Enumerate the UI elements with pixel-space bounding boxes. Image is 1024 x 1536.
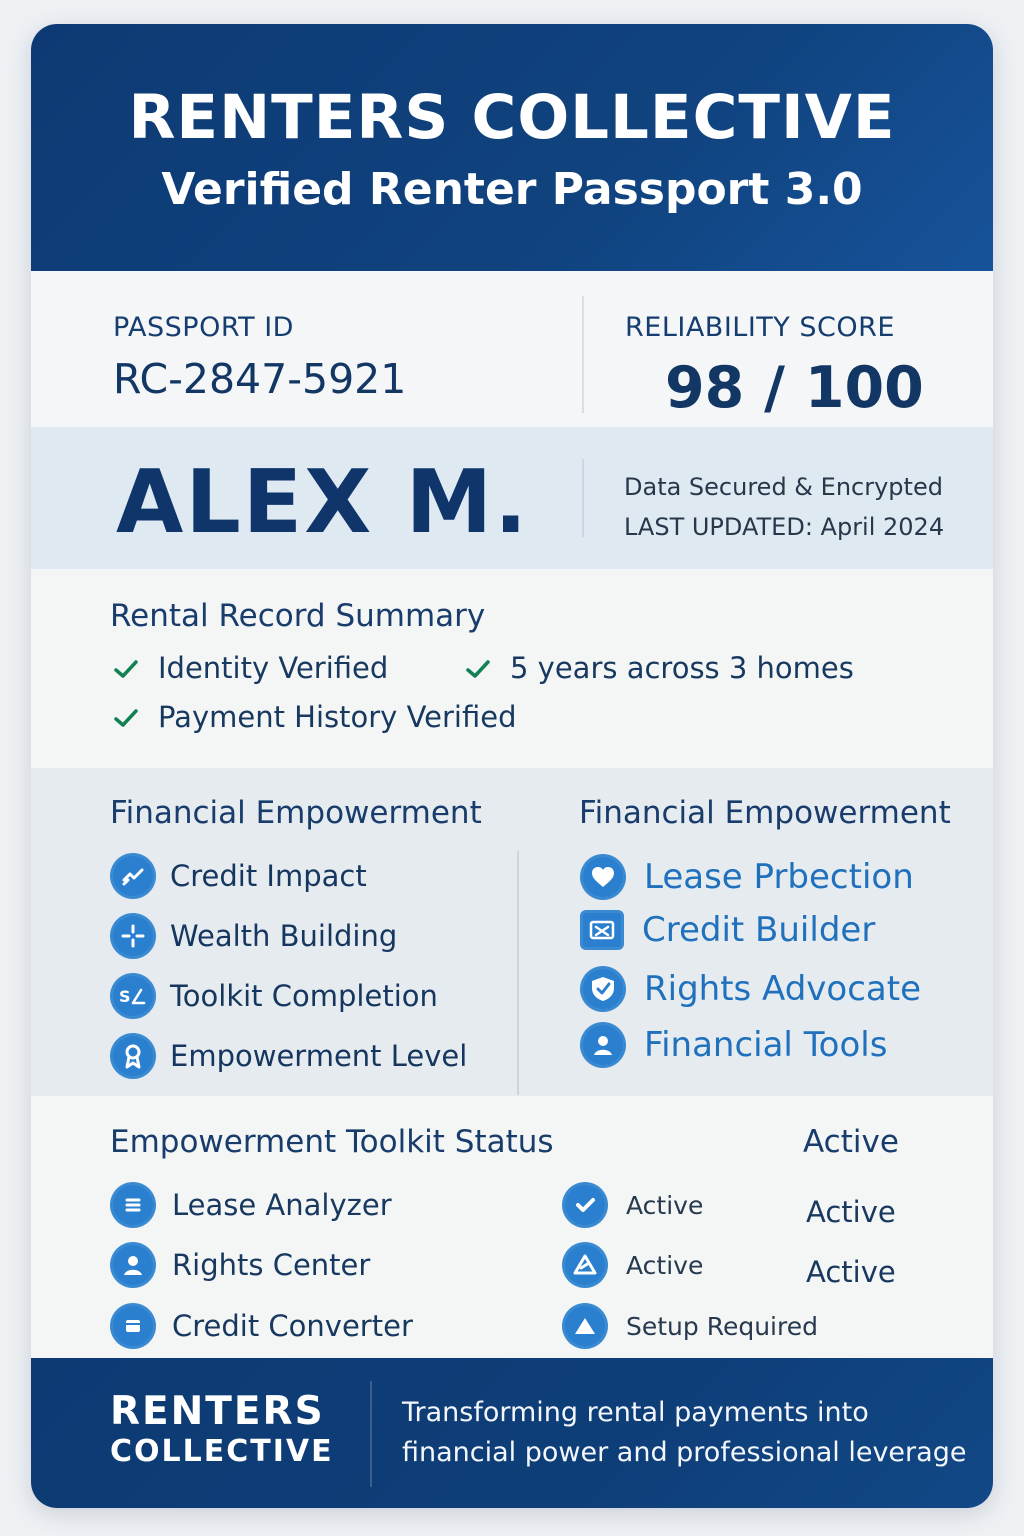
shield-check-icon — [580, 966, 626, 1012]
credit-impact-feature — [110, 853, 367, 899]
id-score-divider — [582, 296, 584, 413]
rental-summary-title: Rental Record Summary — [110, 598, 486, 634]
person-icon — [110, 1242, 156, 1288]
heart-icon — [580, 854, 626, 900]
badge-icon — [110, 1033, 156, 1079]
payment-history-item — [112, 700, 517, 734]
list-icon — [110, 1182, 156, 1228]
rental-history-item — [464, 651, 854, 685]
lease-analyzer-row — [110, 1182, 392, 1228]
rights-center-label: Rights Center — [172, 1247, 371, 1282]
check-icon — [112, 655, 140, 683]
wealth-building-feature — [110, 913, 397, 959]
empowerment-level-label: Empowerment Level — [170, 1038, 468, 1073]
financial-empowerment-title-right: Financial Empowerment — [579, 795, 951, 831]
footer-tagline-line-1: Transforming rental payments into — [402, 1397, 869, 1428]
security-status: Data Secured & Encrypted — [624, 473, 943, 501]
passport-id-section — [31, 271, 993, 427]
crosshair-icon — [110, 913, 156, 959]
credit-builder-feature — [580, 910, 875, 950]
footer — [31, 1358, 993, 1508]
rental-history-label: 5 years across 3 homes — [510, 651, 854, 685]
financial-empowerment-title-left: Financial Empowerment — [110, 795, 482, 831]
renter-name: ALEX M. — [116, 451, 530, 553]
trend-icon — [110, 853, 156, 899]
passport-id-value: RC-2847-5921 — [113, 355, 407, 403]
empowerment-level-feature — [110, 1033, 467, 1079]
toolkit-status-title: Empowerment Toolkit Status — [110, 1124, 554, 1160]
rights-advocate-feature — [580, 966, 921, 1012]
card-icon — [580, 910, 624, 950]
footer-logo-top: RENTERS — [110, 1389, 325, 1434]
credit-converter-status — [562, 1303, 818, 1349]
footer-tagline-line-2: financial power and professional leverage — [402, 1437, 967, 1468]
lease-analyzer-secondary-status: Active — [806, 1195, 896, 1229]
warning-icon — [562, 1242, 608, 1288]
footer-divider — [370, 1381, 372, 1487]
lease-analyzer-label: Lease Analyzer — [172, 1187, 392, 1222]
toolkit-status-header-active: Active — [803, 1124, 899, 1160]
lease-analyzer-status — [562, 1182, 703, 1228]
renter-passport-card — [31, 24, 993, 1508]
name-meta-divider — [582, 459, 584, 537]
check-icon — [112, 704, 140, 732]
triangle-icon — [562, 1303, 608, 1349]
financial-empowerment-section — [31, 768, 993, 1096]
check-icon — [464, 655, 492, 683]
financial-tools-feature — [580, 1022, 887, 1068]
credit-impact-label: Credit Impact — [170, 858, 367, 893]
financial-column-divider — [517, 851, 519, 1095]
rights-center-row — [110, 1242, 370, 1288]
renter-name-section — [31, 427, 993, 569]
money-icon — [110, 973, 156, 1019]
reliability-score-value: 98 / 100 — [665, 355, 924, 421]
footer-logo-bottom: COLLECTIVE — [110, 1434, 334, 1469]
reliability-score-label: RELIABILITY SCORE — [625, 312, 895, 343]
lease-analyzer-status-label: Active — [626, 1190, 704, 1220]
toolkit-completion-feature — [110, 973, 438, 1019]
credit-builder-label: Credit Builder — [642, 910, 876, 950]
credit-converter-row — [110, 1303, 413, 1349]
credit-converter-label: Credit Converter — [172, 1308, 413, 1343]
last-updated: LAST UPDATED: April 2024 — [624, 513, 945, 541]
rental-record-summary — [31, 569, 993, 768]
svg-text:S: S — [119, 987, 131, 1006]
toolkit-completion-label: Toolkit Completion — [170, 978, 438, 1013]
lease-protection-feature — [580, 854, 914, 900]
credit-converter-status-label: Setup Required — [626, 1311, 818, 1341]
rights-center-status — [562, 1242, 703, 1288]
wealth-building-label: Wealth Building — [170, 918, 398, 953]
lease-protection-label: Lease Prbection — [644, 857, 914, 897]
payment-history-label: Payment History Verified — [158, 700, 517, 734]
toolkit-status-section — [31, 1096, 993, 1358]
passport-header — [31, 24, 993, 271]
passport-id-label: PASSPORT ID — [113, 312, 294, 343]
rights-advocate-label: Rights Advocate — [644, 969, 921, 1009]
financial-tools-label: Financial Tools — [644, 1025, 888, 1065]
identity-verified-label: Identity Verified — [158, 651, 389, 685]
check-icon — [562, 1182, 608, 1228]
passport-title: Verified Renter Passport 3.0 — [161, 164, 863, 215]
credit-card-icon — [110, 1303, 156, 1349]
organization-name: RENTERS COLLECTIVE — [128, 82, 896, 153]
identity-verified-item — [112, 651, 389, 685]
rights-center-status-label: Active — [626, 1250, 704, 1280]
rights-center-secondary-status: Active — [806, 1255, 896, 1289]
user-icon — [580, 1022, 626, 1068]
